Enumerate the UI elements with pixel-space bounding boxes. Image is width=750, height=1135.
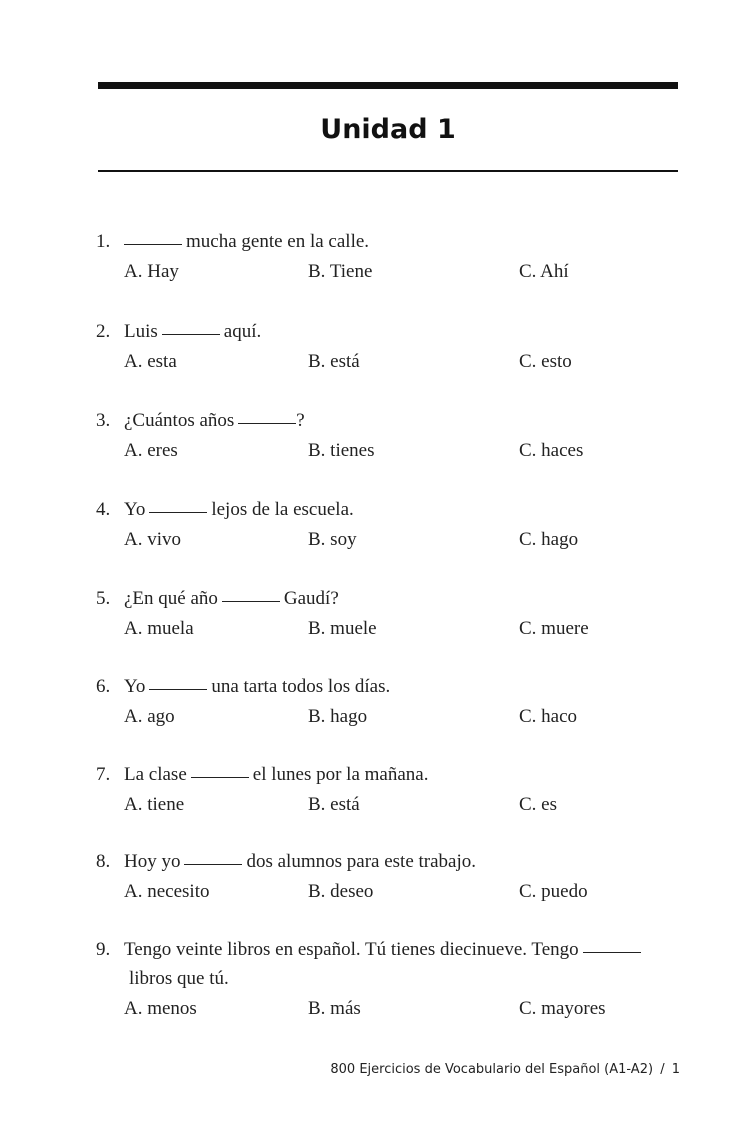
question-text	[124, 587, 684, 611]
question-number: 7.	[96, 764, 111, 785]
option-a: A. vivo	[124, 529, 181, 550]
question-text-after: mucha gente en la calle.	[186, 231, 370, 252]
question-text-before: Tengo veinte libros en español. Tú tienes diecinueve. Tengo	[124, 939, 579, 960]
question-text-continuation: libros que tú.	[129, 968, 229, 989]
option-a: A. menos	[124, 998, 197, 1019]
question-text-before: La clase	[124, 764, 187, 785]
option-a: A. esta	[124, 351, 177, 372]
question-text-after: una tarta todos los días.	[211, 676, 391, 697]
answer-blank	[124, 243, 182, 245]
question-text-before: ¿Cuántos años	[124, 410, 235, 431]
option-a: A. ago	[124, 706, 175, 727]
option-b: B. tienes	[308, 440, 375, 461]
option-b: B. está	[308, 794, 360, 815]
question-text-before: Yo	[124, 676, 146, 697]
option-a: A. eres	[124, 440, 178, 461]
option-a: A. necesito	[124, 881, 210, 902]
page-footer	[330, 1060, 680, 1080]
question-text-before: Hoy yo	[124, 851, 181, 872]
option-b: B. Tiene	[308, 261, 373, 282]
option-c: C. hago	[519, 529, 579, 550]
option-b: B. hago	[308, 706, 368, 727]
answer-blank	[191, 776, 249, 778]
page-number: 1	[671, 1062, 680, 1077]
question-number: 9.	[96, 939, 111, 960]
option-c: C. puedo	[519, 881, 588, 902]
option-a: A. muela	[124, 618, 194, 639]
option-c: C. es	[519, 794, 557, 815]
answer-blank	[149, 511, 207, 513]
title-underline-rule	[98, 170, 678, 172]
option-b: B. muele	[308, 618, 377, 639]
question-text	[124, 675, 684, 699]
answer-blank	[238, 422, 296, 424]
question-text-before: ¿En qué año	[124, 588, 218, 609]
question-text	[124, 320, 684, 344]
question-text	[124, 763, 684, 787]
book-title: 800 Ejercicios de Vocabulario del Español (A1-A2)	[330, 1062, 654, 1077]
question-text	[124, 230, 684, 254]
option-c: C. esto	[519, 351, 572, 372]
option-b: B. deseo	[308, 881, 374, 902]
question-number: 5.	[96, 588, 111, 609]
question-text	[124, 409, 684, 433]
footer-separator: /	[660, 1062, 665, 1077]
option-c: C. Ahí	[519, 261, 569, 282]
question-number: 4.	[96, 499, 111, 520]
option-b: B. está	[308, 351, 360, 372]
question-text	[124, 498, 684, 522]
question-number: 3.	[96, 410, 111, 431]
unit-title: Unidad 1	[320, 114, 456, 145]
option-c: C. muere	[519, 618, 589, 639]
question-text-after: el lunes por la mañana.	[252, 764, 429, 785]
answer-blank	[222, 600, 280, 602]
question-number: 1.	[96, 231, 111, 252]
question-text-before: Luis	[124, 321, 158, 342]
answer-blank	[583, 951, 641, 953]
question-number: 8.	[96, 851, 111, 872]
answer-blank	[149, 688, 207, 690]
question-text-after: dos alumnos para este trabajo.	[246, 851, 476, 872]
option-c: C. haces	[519, 440, 584, 461]
question-text-after: ?	[296, 410, 305, 431]
question-text-after: lejos de la escuela.	[211, 499, 354, 520]
question-text-after: aquí.	[223, 321, 262, 342]
answer-blank	[184, 863, 242, 865]
option-c: C. haco	[519, 706, 578, 727]
question-number: 2.	[96, 321, 111, 342]
question-text-after: Gaudí?	[283, 588, 339, 609]
option-c: C. mayores	[519, 998, 606, 1019]
answer-blank	[162, 333, 220, 335]
question-text-before: Yo	[124, 499, 146, 520]
option-b: B. más	[308, 998, 361, 1019]
question-text	[124, 938, 684, 962]
option-a: A. tiene	[124, 794, 185, 815]
question-text	[124, 850, 684, 874]
question-number: 6.	[96, 676, 111, 697]
option-b: B. soy	[308, 529, 357, 550]
top-thick-rule	[98, 82, 678, 89]
option-a: A. Hay	[124, 261, 179, 282]
